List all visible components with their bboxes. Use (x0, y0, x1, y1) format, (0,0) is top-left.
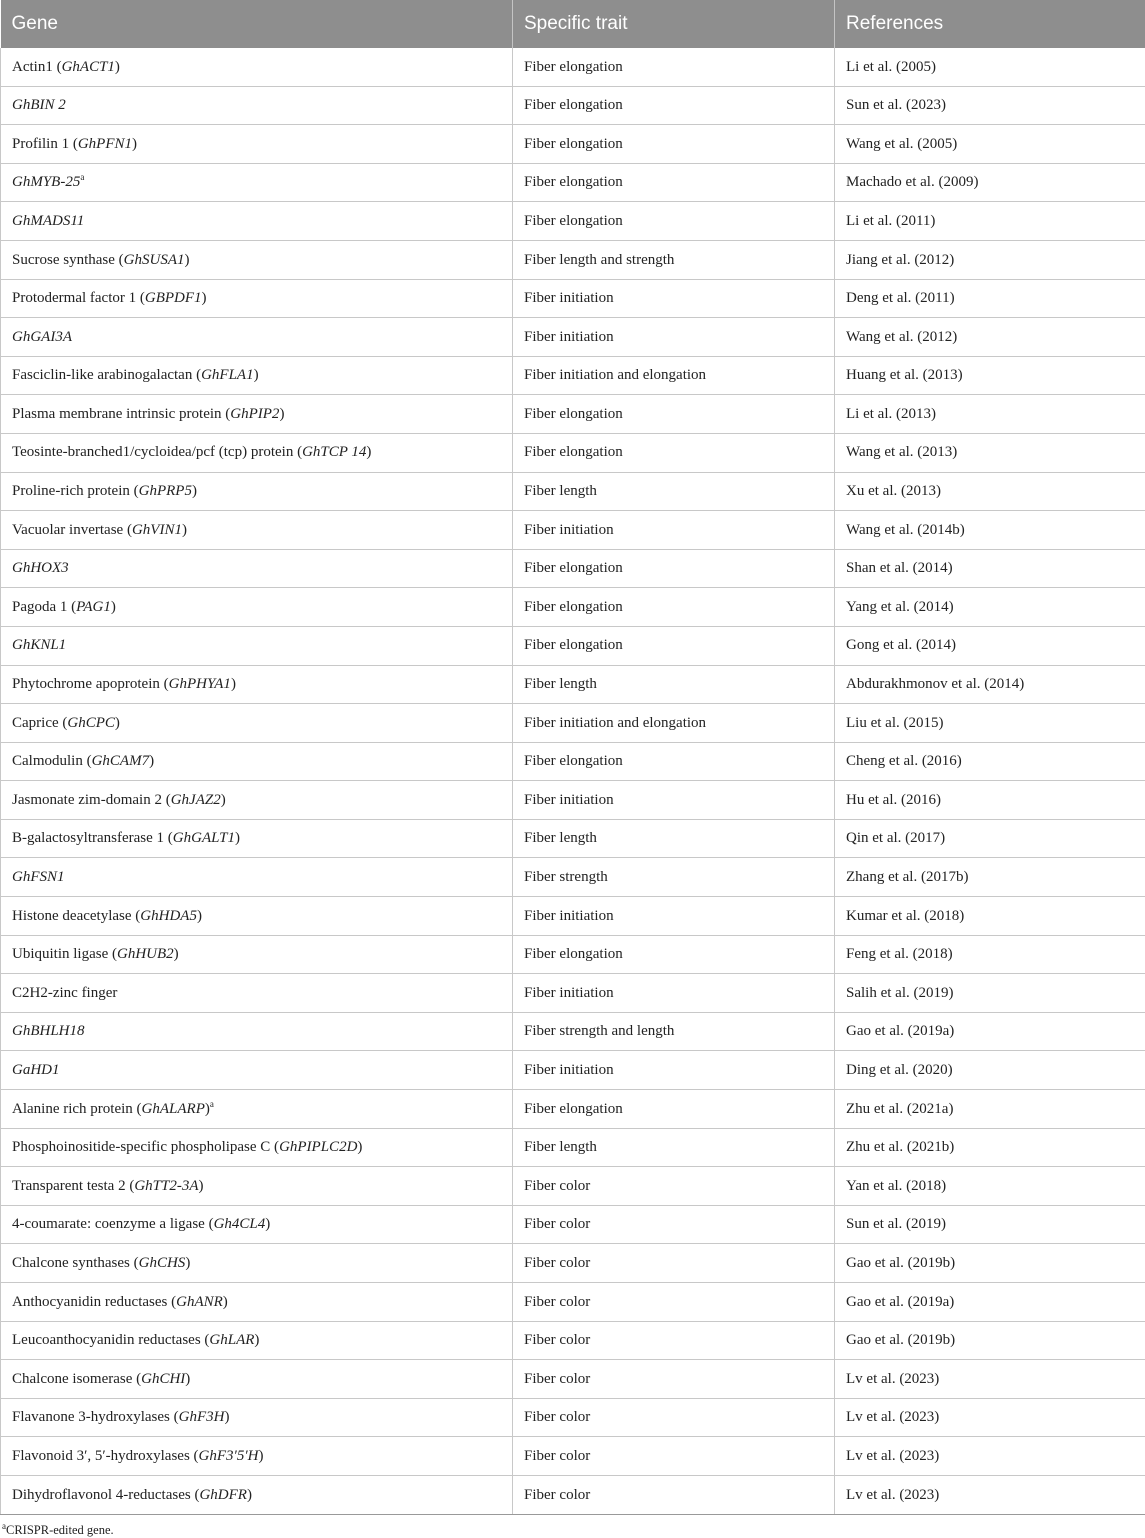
reference-cell: Yang et al. (2014) (835, 588, 1145, 627)
trait-cell: Fiber strength and length (513, 1012, 835, 1051)
gene-symbol: GhCHI (141, 1371, 185, 1387)
reference-cell: Deng et al. (2011) (835, 279, 1145, 318)
gene-symbol: GhANR (176, 1294, 223, 1310)
footnote-mark: a (2, 1520, 6, 1530)
trait-cell: Fiber elongation (513, 935, 835, 974)
gene-symbol: GhFLA1 (201, 367, 254, 383)
table-row (1, 433, 1145, 472)
gene-text: Profilin 1 ( (12, 136, 78, 152)
table-row (1, 549, 1145, 588)
gene-text: ) (247, 1487, 252, 1503)
gene-text: ) (231, 676, 236, 692)
gene-text: ) (185, 1255, 190, 1271)
gene-text: Phytochrome apoprotein ( (12, 676, 169, 692)
gene-cell (1, 163, 513, 202)
trait-cell: Fiber initiation (513, 897, 835, 936)
gene-text: Sucrose synthase ( (12, 252, 124, 268)
gene-cell (1, 1128, 513, 1167)
table-header (1, 0, 1145, 48)
reference-cell: Gao et al. (2019b) (835, 1321, 1145, 1360)
reference-cell: Li et al. (2013) (835, 395, 1145, 434)
reference-cell: Liu et al. (2015) (835, 704, 1145, 743)
gene-cell (1, 549, 513, 588)
gene-symbol: GhTCP 14 (302, 444, 366, 460)
gene-text: ) (115, 715, 120, 731)
trait-cell: Fiber initiation (513, 781, 835, 820)
gene-cell (1, 781, 513, 820)
trait-cell: Fiber initiation (513, 1051, 835, 1090)
gene-text: C2H2-zinc finger (12, 985, 117, 1001)
reference-cell: Gao et al. (2019b) (835, 1244, 1145, 1283)
footnote-text: CRISPR-edited gene. (6, 1523, 114, 1537)
reference-cell: Gao et al. (2019a) (835, 1283, 1145, 1322)
gene-text: ) (223, 1294, 228, 1310)
trait-cell: Fiber elongation (513, 86, 835, 125)
gene-text: ) (279, 406, 284, 422)
gene-symbol: GhTT2-3A (134, 1178, 198, 1194)
gene-cell (1, 433, 513, 472)
table-row (1, 1475, 1145, 1514)
gene-cell (1, 240, 513, 279)
trait-cell: Fiber strength (513, 858, 835, 897)
gene-cell (1, 742, 513, 781)
gene-text: Dihydroflavonol 4-reductases ( (12, 1487, 199, 1503)
header-references: References (835, 0, 1145, 48)
table-row (1, 1051, 1145, 1090)
trait-cell: Fiber length and strength (513, 240, 835, 279)
trait-cell: Fiber elongation (513, 588, 835, 627)
gene-cell (1, 1283, 513, 1322)
reference-cell: Gong et al. (2014) (835, 626, 1145, 665)
gene-text: Caprice ( (12, 715, 67, 731)
gene-text: ) (185, 1371, 190, 1387)
trait-cell: Fiber color (513, 1244, 835, 1283)
trait-cell: Fiber length (513, 665, 835, 704)
table-row (1, 974, 1145, 1013)
reference-cell: Lv et al. (2023) (835, 1437, 1145, 1476)
table-row (1, 1398, 1145, 1437)
gene-text: ) (149, 753, 154, 769)
gene-text: ) (254, 1332, 259, 1348)
reference-cell: Wang et al. (2005) (835, 125, 1145, 164)
gene-symbol: GhDFR (199, 1487, 247, 1503)
table-row (1, 472, 1145, 511)
gene-symbol: GhGALT1 (173, 830, 235, 846)
table-row (1, 1437, 1145, 1476)
gene-text: Phosphoinositide-specific phospholipase C ( (12, 1139, 279, 1155)
gene-text: ) (254, 367, 259, 383)
gene-symbol: GhF3′5′H (199, 1448, 259, 1464)
gene-symbol: GhBHLH18 (12, 1023, 85, 1039)
gene-cell (1, 665, 513, 704)
table-row (1, 48, 1145, 86)
trait-cell: Fiber initiation and elongation (513, 704, 835, 743)
gene-cell (1, 1090, 513, 1129)
table-row (1, 1283, 1145, 1322)
gene-symbol: GhVIN1 (132, 522, 182, 538)
gene-text: Protodermal factor 1 ( (12, 290, 145, 306)
trait-cell: Fiber elongation (513, 742, 835, 781)
gene-text: Jasmonate zim-domain 2 ( (12, 792, 171, 808)
gene-cell (1, 704, 513, 743)
gene-symbol: GhMYB-25 (12, 174, 80, 190)
gene-text: Alanine rich protein ( (12, 1101, 142, 1117)
table-row (1, 1244, 1145, 1283)
gene-cell (1, 395, 513, 434)
reference-cell: Salih et al. (2019) (835, 974, 1145, 1013)
reference-cell: Sun et al. (2019) (835, 1205, 1145, 1244)
table-row (1, 897, 1145, 936)
gene-text: Transparent testa 2 ( (12, 1178, 134, 1194)
gene-cell (1, 1244, 513, 1283)
gene-text: ) (235, 830, 240, 846)
gene-text: 4-coumarate: coenzyme a ligase ( (12, 1216, 214, 1232)
reference-cell: Zhang et al. (2017b) (835, 858, 1145, 897)
reference-cell: Gao et al. (2019a) (835, 1012, 1145, 1051)
gene-cell (1, 974, 513, 1013)
trait-cell: Fiber color (513, 1475, 835, 1514)
table-row (1, 395, 1145, 434)
trait-cell: Fiber initiation (513, 511, 835, 550)
table-row (1, 588, 1145, 627)
gene-symbol: PAG1 (76, 599, 111, 615)
table-row (1, 742, 1145, 781)
table-row (1, 356, 1145, 395)
gene-text: ) (221, 792, 226, 808)
trait-cell: Fiber elongation (513, 125, 835, 164)
gene-cell (1, 279, 513, 318)
table-row (1, 1167, 1145, 1206)
gene-cell (1, 1437, 513, 1476)
gene-text: ) (115, 59, 120, 75)
reference-cell: Sun et al. (2023) (835, 86, 1145, 125)
gene-text: Flavanone 3-hydroxylases ( (12, 1409, 179, 1425)
gene-text: ) (132, 136, 137, 152)
table-row (1, 125, 1145, 164)
table-row (1, 279, 1145, 318)
gene-text: ) (197, 908, 202, 924)
reference-cell: Zhu et al. (2021a) (835, 1090, 1145, 1129)
gene-symbol: GhCPC (67, 715, 115, 731)
gene-cell (1, 1051, 513, 1090)
reference-cell: Feng et al. (2018) (835, 935, 1145, 974)
gene-text: B-galactosyltransferase 1 ( (12, 830, 173, 846)
gene-symbol: GhF3H (179, 1409, 225, 1425)
reference-cell: Ding et al. (2020) (835, 1051, 1145, 1090)
gene-text: ) (202, 290, 207, 306)
gene-text: ) (366, 444, 371, 460)
trait-cell: Fiber elongation (513, 48, 835, 86)
trait-cell: Fiber initiation (513, 974, 835, 1013)
gene-symbol: GhCHS (139, 1255, 186, 1271)
table-row (1, 240, 1145, 279)
table-body (1, 48, 1145, 1514)
table-row (1, 781, 1145, 820)
table-row (1, 935, 1145, 974)
gene-symbol: GhSUSA1 (124, 252, 185, 268)
reference-cell: Li et al. (2005) (835, 48, 1145, 86)
gene-cell (1, 356, 513, 395)
gene-text: Ubiquitin ligase ( (12, 946, 117, 962)
gene-text: Calmodulin ( (12, 753, 92, 769)
gene-text: Fasciclin-like arabinogalactan ( (12, 367, 201, 383)
trait-cell: Fiber color (513, 1283, 835, 1322)
gene-symbol: GhPHYA1 (169, 676, 231, 692)
reference-cell: Qin et al. (2017) (835, 819, 1145, 858)
table-row (1, 665, 1145, 704)
gene-cell (1, 86, 513, 125)
footnote-marker: a (80, 172, 84, 182)
trait-cell: Fiber color (513, 1205, 835, 1244)
gene-symbol: Gh4CL4 (214, 1216, 266, 1232)
gene-symbol: GhMADS11 (12, 213, 84, 229)
gene-text: Proline-rich protein ( (12, 483, 139, 499)
reference-cell: Huang et al. (2013) (835, 356, 1145, 395)
reference-cell: Li et al. (2011) (835, 202, 1145, 241)
reference-cell: Lv et al. (2023) (835, 1398, 1145, 1437)
trait-cell: Fiber length (513, 819, 835, 858)
gene-symbol: GhALARP (142, 1101, 205, 1117)
gene-text: ) (199, 1178, 204, 1194)
trait-cell: Fiber elongation (513, 549, 835, 588)
gene-text: Histone deacetylase ( (12, 908, 140, 924)
gene-symbol: GhGAI3A (12, 329, 72, 345)
gene-symbol: GhPIPLC2D (279, 1139, 357, 1155)
table-row (1, 1321, 1145, 1360)
gene-cell (1, 125, 513, 164)
reference-cell: Wang et al. (2012) (835, 318, 1145, 357)
trait-cell: Fiber elongation (513, 163, 835, 202)
gene-cell (1, 318, 513, 357)
gene-symbol: GaHD1 (12, 1062, 60, 1078)
trait-cell: Fiber elongation (513, 1090, 835, 1129)
trait-cell: Fiber length (513, 1128, 835, 1167)
gene-cell (1, 202, 513, 241)
gene-cell (1, 935, 513, 974)
gene-text: ) (265, 1216, 270, 1232)
gene-symbol: GhKNL1 (12, 637, 66, 653)
table-row (1, 626, 1145, 665)
gene-symbol: GhHUB2 (117, 946, 174, 962)
gene-text: ) (205, 1101, 210, 1117)
gene-cell (1, 626, 513, 665)
gene-cell (1, 1012, 513, 1051)
trait-cell: Fiber color (513, 1398, 835, 1437)
gene-text: ) (174, 946, 179, 962)
gene-symbol: GhJAZ2 (171, 792, 221, 808)
gene-symbol: GhHOX3 (12, 560, 69, 576)
gene-text: Pagoda 1 ( (12, 599, 76, 615)
reference-cell: Machado et al. (2009) (835, 163, 1145, 202)
gene-text: Anthocyanidin reductases ( (12, 1294, 176, 1310)
gene-cell (1, 48, 513, 86)
trait-cell: Fiber initiation (513, 279, 835, 318)
gene-cell (1, 1167, 513, 1206)
gene-text: ) (224, 1409, 229, 1425)
gene-text: ) (182, 522, 187, 538)
trait-cell: Fiber elongation (513, 626, 835, 665)
reference-cell: Lv et al. (2023) (835, 1360, 1145, 1399)
trait-cell: Fiber color (513, 1321, 835, 1360)
reference-cell: Wang et al. (2013) (835, 433, 1145, 472)
table-row (1, 511, 1145, 550)
gene-text: Teosinte-branched1/cycloidea/pcf (tcp) protein ( (12, 444, 302, 460)
table-row (1, 704, 1145, 743)
trait-cell: Fiber elongation (513, 433, 835, 472)
trait-cell: Fiber initiation (513, 318, 835, 357)
gene-text: ) (192, 483, 197, 499)
reference-cell: Wang et al. (2014b) (835, 511, 1145, 550)
gene-cell (1, 1321, 513, 1360)
reference-cell: Zhu et al. (2021b) (835, 1128, 1145, 1167)
table-row (1, 1360, 1145, 1399)
reference-cell: Jiang et al. (2012) (835, 240, 1145, 279)
header-row (1, 0, 1145, 48)
header-gene: Gene (1, 0, 513, 48)
reference-cell: Shan et al. (2014) (835, 549, 1145, 588)
table-row (1, 1090, 1145, 1129)
trait-cell: Fiber elongation (513, 395, 835, 434)
reference-cell: Abdurakhmonov et al. (2014) (835, 665, 1145, 704)
gene-cell (1, 897, 513, 936)
reference-cell: Kumar et al. (2018) (835, 897, 1145, 936)
table-row (1, 858, 1145, 897)
reference-cell: Lv et al. (2023) (835, 1475, 1145, 1514)
gene-text: Chalcone isomerase ( (12, 1371, 141, 1387)
gene-cell (1, 1398, 513, 1437)
table-row (1, 1205, 1145, 1244)
footnote (0, 1515, 1145, 1538)
gene-symbol: GhACT1 (62, 59, 115, 75)
gene-symbol: GhHDA5 (140, 908, 197, 924)
gene-text: Flavonoid 3′, 5′-hydroxylases ( (12, 1448, 199, 1464)
gene-cell (1, 1475, 513, 1514)
gene-text: Plasma membrane intrinsic protein ( (12, 406, 230, 422)
gene-text: ) (357, 1139, 362, 1155)
gene-symbol: GhPIP2 (230, 406, 279, 422)
table-row (1, 1128, 1145, 1167)
gene-text: Vacuolar invertase ( (12, 522, 132, 538)
gene-symbol: GBPDF1 (145, 290, 202, 306)
reference-cell: Yan et al. (2018) (835, 1167, 1145, 1206)
table-row (1, 163, 1145, 202)
gene-symbol: GhLAR (209, 1332, 254, 1348)
trait-cell: Fiber length (513, 472, 835, 511)
gene-text: ) (184, 252, 189, 268)
gene-symbol: GhFSN1 (12, 869, 65, 885)
gene-symbol: GhCAM7 (92, 753, 150, 769)
table-row (1, 1012, 1145, 1051)
gene-symbol: GhPRP5 (139, 483, 192, 499)
reference-cell: Hu et al. (2016) (835, 781, 1145, 820)
table-row (1, 318, 1145, 357)
trait-cell: Fiber color (513, 1167, 835, 1206)
gene-text: Chalcone synthases ( (12, 1255, 139, 1271)
trait-cell: Fiber color (513, 1437, 835, 1476)
gene-cell (1, 472, 513, 511)
header-specific-trait: Specific trait (513, 0, 835, 48)
gene-cell (1, 1360, 513, 1399)
gene-symbol: GhPFN1 (78, 136, 132, 152)
reference-cell: Xu et al. (2013) (835, 472, 1145, 511)
footnote-marker: a (210, 1099, 214, 1109)
gene-text: Actin1 ( (12, 59, 62, 75)
gene-cell (1, 819, 513, 858)
trait-cell: Fiber color (513, 1360, 835, 1399)
table-row (1, 202, 1145, 241)
gene-text: Leucoanthocyanidin reductases ( (12, 1332, 209, 1348)
trait-cell: Fiber elongation (513, 202, 835, 241)
gene-text: ) (111, 599, 116, 615)
gene-cell (1, 588, 513, 627)
trait-cell: Fiber initiation and elongation (513, 356, 835, 395)
gene-cell (1, 858, 513, 897)
reference-cell: Cheng et al. (2016) (835, 742, 1145, 781)
gene-cell (1, 1205, 513, 1244)
gene-text: ) (258, 1448, 263, 1464)
gene-cell (1, 511, 513, 550)
table-row (1, 86, 1145, 125)
gene-symbol: GhBIN 2 (12, 97, 66, 113)
table-row (1, 819, 1145, 858)
